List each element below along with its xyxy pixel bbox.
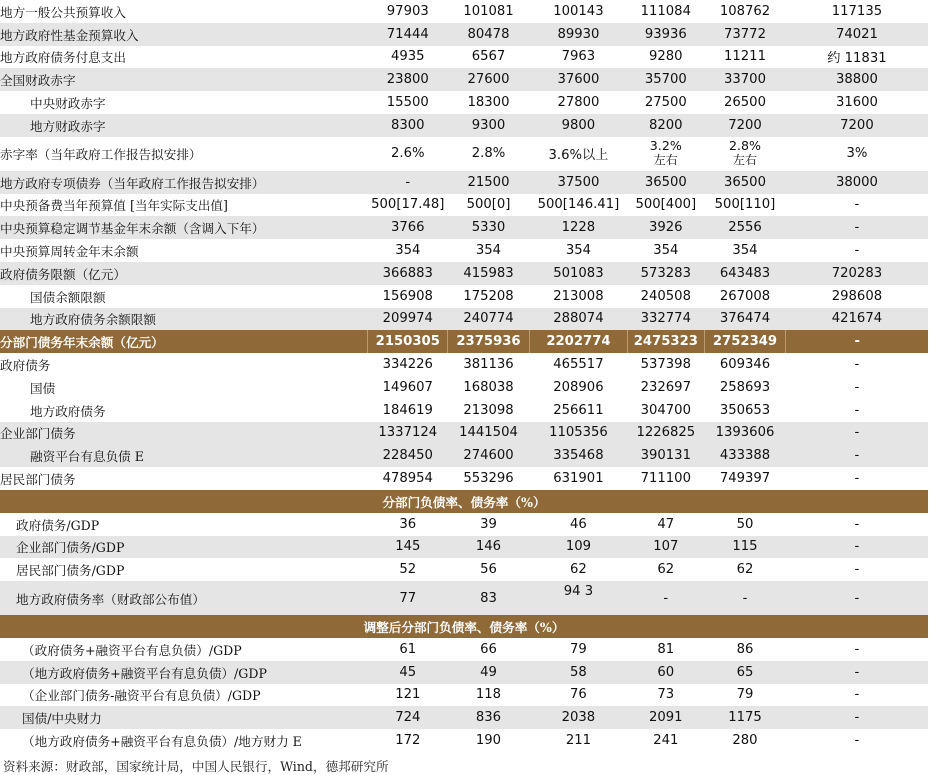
table-cell: 1228	[529, 216, 627, 239]
table-cell: 118	[475, 687, 502, 703]
table-cell: 376474	[704, 308, 786, 331]
table-cell: 190	[475, 733, 502, 748]
table-cell: -	[786, 706, 928, 729]
row-label: 中央预算周转金年末余额	[0, 244, 139, 260]
table-cell: 500[146.41]	[537, 197, 620, 213]
table-cell: 280	[732, 733, 758, 748]
table-cell: -	[854, 357, 860, 373]
table-row	[0, 638, 928, 661]
table-cell: 33700	[704, 68, 786, 91]
row-label: 政府债务限额（亿元）	[0, 262, 368, 285]
table-cell: -	[786, 536, 928, 559]
table-row	[0, 684, 928, 707]
table-cell: 47	[657, 516, 675, 532]
table-cell: -	[854, 379, 860, 395]
table-cell: 38000	[786, 171, 928, 194]
table-cell: 241	[653, 733, 679, 748]
table-cell: 415983	[448, 262, 530, 285]
table-cell	[529, 581, 627, 615]
table-cell: 537398	[640, 357, 691, 373]
row-label: 政府债务	[0, 358, 51, 374]
table-row	[0, 467, 928, 490]
table-cell: 101081	[463, 3, 514, 19]
row-label: 中央预算稳定调节基金年末余额（含调入下年）	[0, 216, 368, 239]
table-cell: 501083	[529, 262, 627, 285]
table-cell	[627, 137, 704, 171]
table-cell: 8300	[368, 114, 448, 137]
table-cell: 643483	[704, 262, 786, 285]
table-cell: -	[854, 402, 860, 418]
table-cell: -	[786, 422, 928, 445]
table-cell: -	[786, 661, 928, 684]
table-cell: 2202774	[529, 330, 627, 353]
table-cell: 2752349	[704, 330, 786, 353]
table-cell: 213098	[463, 402, 514, 418]
table-row	[0, 46, 928, 69]
table-cell: 258693	[719, 379, 771, 395]
table-row	[0, 216, 928, 239]
table-cell: 7200	[704, 114, 786, 137]
table-cell: 836	[448, 706, 530, 729]
table-cell	[704, 137, 786, 171]
table-cell: 3926	[627, 216, 704, 239]
table-cell: 228450	[368, 444, 448, 467]
table-cell: 65	[704, 661, 786, 684]
row-label: 中央财政赤字	[30, 96, 106, 112]
table-cell: 23800	[368, 68, 448, 91]
table-row	[0, 194, 928, 217]
table-cell: 36500	[704, 171, 786, 194]
table-cell: 500[400]	[635, 197, 697, 213]
table-row	[0, 285, 928, 308]
table-cell: -	[786, 444, 928, 467]
table-row	[0, 422, 928, 445]
row-label: 国债	[30, 380, 56, 396]
section-header-row	[0, 615, 928, 638]
row-label: 地方政府债务率（财政部公布值）	[0, 581, 368, 615]
table-cell: 354	[395, 243, 421, 259]
table-row	[0, 171, 928, 194]
table-cell: 86	[736, 641, 754, 657]
table-cell: 553296	[463, 471, 514, 487]
table-cell: 62	[570, 562, 587, 578]
table-cell: 2375936	[448, 330, 530, 353]
table-cell: 49	[448, 661, 530, 684]
table-cell: 366883	[368, 262, 448, 285]
table-cell: 58	[529, 661, 627, 684]
table-cell: 354	[565, 243, 592, 259]
table-cell: -	[854, 641, 860, 657]
table-cell: -	[854, 733, 860, 748]
table-cell: 267008	[719, 288, 771, 304]
table-cell: 3%	[846, 146, 868, 162]
table-cell: 52	[399, 562, 417, 578]
table-row	[0, 536, 928, 559]
table-cell: 631901	[553, 471, 604, 487]
row-label: 地方政府债务	[30, 403, 106, 419]
table-cell: 1175	[704, 706, 786, 729]
table-row	[0, 444, 928, 467]
table-cell: 76	[570, 687, 587, 703]
table-cell: 11211	[724, 49, 766, 65]
table-cell: 38800	[786, 68, 928, 91]
row-label: 地方政府性基金预算收入	[0, 23, 368, 46]
table-cell: -	[854, 562, 860, 578]
table-row	[0, 558, 928, 581]
table-cell: 354	[732, 243, 758, 259]
table-cell: -	[786, 330, 928, 353]
table-cell: 31600	[835, 95, 878, 111]
table-cell: 73772	[704, 23, 786, 46]
table-cell: 3.6%以上	[548, 148, 609, 164]
table-cell: 121	[395, 687, 421, 703]
table-cell: 335468	[529, 444, 627, 467]
table-cell: 109	[529, 536, 627, 559]
row-label: 地方政府债务付息支出	[0, 50, 126, 66]
row-label: 居民部门债务	[0, 472, 76, 488]
row-label: 国债余额限额	[30, 289, 106, 305]
table-cell: 256611	[553, 402, 604, 418]
table-cell: 62	[736, 562, 754, 578]
table-cell: 720283	[786, 262, 928, 285]
row-label: 企业部门债务/GDP	[0, 536, 368, 559]
value-bottom: 左右	[732, 153, 757, 168]
table-cell: 334226	[382, 357, 433, 373]
table-cell: 211	[565, 733, 592, 748]
table-cell: 80478	[448, 23, 530, 46]
table-cell: 77	[368, 581, 448, 615]
table-cell: 93936	[627, 23, 704, 46]
two-line-value	[729, 139, 761, 167]
table-row	[0, 706, 928, 729]
row-label: 赤字率（当年政府工作报告拟安排）	[0, 147, 202, 163]
table-cell: 62	[657, 562, 675, 578]
table-cell: -	[854, 687, 860, 703]
table-cell: 66	[480, 641, 497, 657]
table-cell: 4935	[390, 49, 425, 65]
table-row	[0, 239, 928, 262]
table-cell: 36	[399, 516, 417, 532]
table-cell: 2091	[627, 706, 704, 729]
table-cell: 500[17.48]	[371, 197, 445, 213]
table-cell: 573283	[627, 262, 704, 285]
row-label: （地方政府债务+融资平台有息负债）/地方财力 E	[22, 734, 302, 749]
row-label: 企业部门债务	[0, 422, 368, 445]
table-cell: 478954	[382, 471, 433, 487]
table-cell: 46	[570, 516, 587, 532]
table-cell: 288074	[529, 308, 627, 331]
table-cell: 71444	[368, 23, 448, 46]
table-cell: 79	[570, 641, 587, 657]
table-cell: 2556	[704, 216, 786, 239]
table-cell: 61	[399, 641, 417, 657]
table-row	[0, 68, 928, 91]
table-cell: 74021	[786, 23, 928, 46]
table-row	[0, 399, 928, 422]
table-cell: 89930	[529, 23, 627, 46]
table-cell: 146	[448, 536, 530, 559]
table-row	[0, 262, 928, 285]
cell-value: 94 3	[563, 583, 594, 599]
table-cell: 26500	[724, 95, 766, 111]
table-cell: 1226825	[627, 422, 704, 445]
table-cell: 15500	[386, 95, 429, 111]
table-cell: 73	[657, 687, 675, 703]
table-cell: 79	[736, 687, 754, 703]
table-row	[0, 137, 928, 171]
table-cell: 7963	[561, 49, 596, 65]
table-cell: 27600	[448, 68, 530, 91]
table-cell: 56	[480, 562, 497, 578]
row-label: 居民部门债务/GDP	[16, 563, 125, 579]
table-cell: 421674	[786, 308, 928, 331]
table-cell: 390131	[627, 444, 704, 467]
row-label: 地方政府债务余额限额	[0, 308, 368, 331]
row-label: 融资平台有息负债 E	[0, 444, 368, 467]
table-cell: 208906	[553, 379, 604, 395]
table-cell: 240774	[448, 308, 530, 331]
table-cell: 27500	[644, 95, 687, 111]
table-cell: 9300	[448, 114, 530, 137]
table-cell: 724	[368, 706, 448, 729]
table-cell: 172	[395, 733, 421, 748]
table-cell: 18300	[467, 95, 510, 111]
table-row-section-total	[0, 330, 928, 353]
table-cell: 约 11831	[827, 51, 887, 67]
two-line-value	[650, 139, 682, 167]
table-cell: 711100	[640, 471, 691, 487]
table-cell: 609346	[719, 357, 771, 373]
table-cell: 149607	[382, 379, 433, 395]
table-cell: 433388	[704, 444, 786, 467]
table-cell: 100143	[553, 3, 604, 19]
table-row	[0, 353, 928, 376]
table-cell: 1337124	[368, 422, 448, 445]
table-cell: 500[0]	[466, 197, 511, 213]
table-cell: 350653	[719, 402, 771, 418]
table-cell: -	[704, 581, 786, 615]
row-label: 政府债务/GDP	[16, 517, 100, 533]
table-cell: -	[786, 216, 928, 239]
table-cell: 232697	[640, 379, 691, 395]
table-cell: 117135	[831, 3, 883, 19]
table-cell: 145	[368, 536, 448, 559]
row-label: 国债/中央财力	[0, 706, 368, 729]
row-label: 全国财政赤字	[0, 68, 368, 91]
table-cell: 111084	[640, 3, 691, 19]
table-cell: 37600	[529, 68, 627, 91]
table-cell: 36500	[627, 171, 704, 194]
table-row	[0, 308, 928, 331]
table-cell: 39	[480, 516, 497, 532]
table-cell: 45	[368, 661, 448, 684]
table-cell: 2.8%	[471, 146, 506, 162]
table-cell: 37500	[529, 171, 627, 194]
table-cell: -	[627, 581, 704, 615]
table-cell: 1393606	[704, 422, 786, 445]
table-cell: 8200	[627, 114, 704, 137]
table-cell: 115	[704, 536, 786, 559]
table-cell: -	[854, 516, 860, 532]
table-row	[0, 729, 928, 752]
table-cell: 274600	[448, 444, 530, 467]
table-cell: -	[854, 197, 860, 213]
section-header: 分部门负债率、债务率（%）	[0, 490, 928, 513]
table-row	[0, 114, 928, 137]
table-cell: 83	[448, 581, 530, 615]
table-cell: -	[786, 581, 928, 615]
value-top: 3.2%	[649, 138, 682, 154]
table-cell: 9280	[649, 49, 683, 65]
row-label: （政府债务+融资平台有息负债）/GDP	[22, 642, 242, 658]
table-cell: 332774	[627, 308, 704, 331]
table-cell: 1441504	[448, 422, 530, 445]
table-cell: 168038	[463, 379, 514, 395]
source-note: 资料来源：财政部，国家统计局，中国人民银行，Wind，德邦研究所	[3, 759, 389, 774]
table-cell: 81	[657, 641, 675, 657]
table-cell: 108762	[719, 3, 771, 19]
table-cell: -	[368, 171, 448, 194]
table-cell: 27800	[557, 95, 600, 111]
table-row	[0, 376, 928, 399]
table-cell: 1105356	[529, 422, 627, 445]
row-label: 地方财政赤字	[0, 114, 368, 137]
table-cell: 209974	[368, 308, 448, 331]
table-row	[0, 661, 928, 684]
value-bottom: 左右	[653, 153, 678, 168]
row-label: 中央预备费当年预算值 [当年实际支出值]	[0, 198, 228, 214]
row-label: （地方政府债务+融资平台有息负债）/GDP	[0, 661, 368, 684]
row-label: 地方一般公共预算收入	[0, 4, 126, 20]
row-label: （企业部门债务-融资平台有息负债）/GDP	[22, 688, 261, 704]
section-header-row	[0, 490, 928, 513]
table-cell: 50	[736, 516, 754, 532]
row-label: 分部门债务年末余额（亿元）	[0, 330, 368, 353]
table-cell: 9800	[529, 114, 627, 137]
table-cell: 240508	[640, 288, 691, 304]
table-cell: 107	[627, 536, 704, 559]
table-row	[0, 23, 928, 46]
table-cell: 97903	[386, 3, 429, 19]
table-cell: 354	[653, 243, 679, 259]
table-cell: 2038	[529, 706, 627, 729]
table-cell: 60	[627, 661, 704, 684]
table-cell: 5330	[448, 216, 530, 239]
table-cell: 749397	[719, 471, 771, 487]
value-top: 2.8%	[729, 138, 761, 154]
table-cell: 7200	[786, 114, 928, 137]
table-cell: 304700	[640, 402, 691, 418]
table-cell: 2.6%	[391, 146, 425, 162]
table-cell: 21500	[448, 171, 530, 194]
table-cell: 354	[475, 243, 502, 259]
table-cell: 35700	[627, 68, 704, 91]
table-cell: 2150305	[368, 330, 448, 353]
table-cell: 3766	[368, 216, 448, 239]
table-cell: 175208	[463, 288, 514, 304]
table-cell: 2475323	[627, 330, 704, 353]
table-cell: -	[854, 471, 860, 487]
table-row	[0, 581, 928, 615]
table-cell: 298608	[831, 288, 883, 304]
table-row	[0, 513, 928, 536]
table-cell: -	[854, 243, 860, 259]
table-row	[0, 0, 928, 23]
row-label: 地方政府专项债券（当年政府工作报告拟安排）	[0, 171, 368, 194]
table-cell: 465517	[553, 357, 604, 373]
table-cell: 381136	[463, 357, 514, 373]
section-header: 调整后分部门负债率、债务率（%）	[0, 615, 928, 638]
table-cell: 6567	[471, 49, 506, 65]
table-cell: 213008	[553, 288, 604, 304]
table-cell: 184619	[382, 402, 433, 418]
table-cell: 156908	[382, 288, 433, 304]
table-row	[0, 91, 928, 114]
table-cell: 500[110]	[714, 197, 776, 213]
